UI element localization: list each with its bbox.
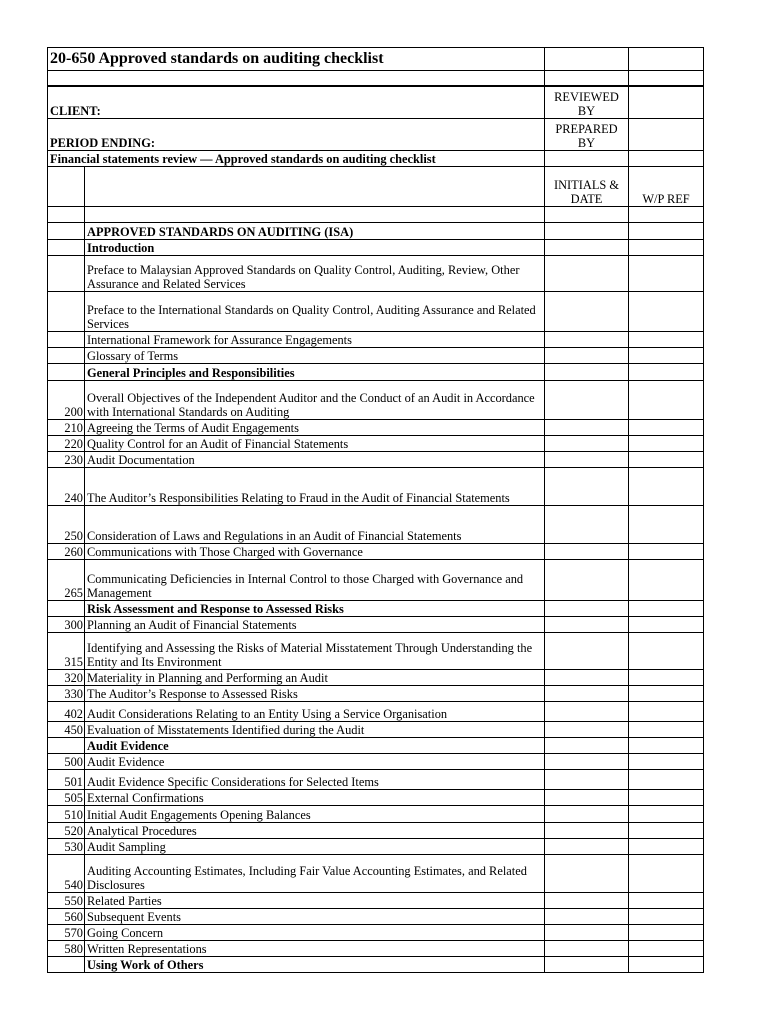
standard-number: 240 bbox=[48, 468, 85, 506]
standard-number: 260 bbox=[48, 544, 85, 560]
checklist-row bbox=[48, 332, 704, 348]
wp-ref-field[interactable] bbox=[629, 544, 704, 560]
wp-ref-field[interactable] bbox=[629, 823, 704, 839]
standard-title: Overall Objectives of the Independent Auditor and the Conduct of an Audit in Accordance with International Standards on Auditing bbox=[85, 381, 545, 420]
checklist-row bbox=[48, 420, 704, 436]
checklist-row bbox=[48, 381, 704, 420]
wp-ref-field[interactable] bbox=[629, 855, 704, 893]
checklist-row bbox=[48, 893, 704, 909]
standard-number bbox=[48, 348, 85, 364]
cell-blank bbox=[545, 207, 629, 223]
standard-number: 265 bbox=[48, 560, 85, 601]
standard-title: External Confirmations bbox=[85, 790, 545, 806]
wp-ref-field[interactable] bbox=[629, 738, 704, 754]
standard-title: Audit Evidence Specific Considerations for Selected Items bbox=[85, 770, 545, 790]
standard-number: 500 bbox=[48, 754, 85, 770]
wp-ref-field[interactable] bbox=[629, 468, 704, 506]
wp-ref-field[interactable] bbox=[629, 364, 704, 381]
checklist-sheet bbox=[47, 47, 703, 973]
subtitle-row bbox=[48, 151, 704, 167]
period-row bbox=[48, 119, 704, 151]
period-ending-label: PERIOD ENDING: bbox=[48, 119, 545, 151]
standard-number: 520 bbox=[48, 823, 85, 839]
wp-ref-field[interactable] bbox=[629, 722, 704, 738]
initials-date-field[interactable] bbox=[545, 601, 629, 617]
checklist-row bbox=[48, 702, 704, 722]
checklist-row bbox=[48, 806, 704, 823]
initials-date-field[interactable] bbox=[545, 823, 629, 839]
checklist-row bbox=[48, 223, 704, 240]
standard-number: 501 bbox=[48, 770, 85, 790]
standard-number bbox=[48, 240, 85, 256]
reviewed-by-field[interactable] bbox=[629, 86, 704, 119]
initials-date-field[interactable] bbox=[545, 468, 629, 506]
initials-date-field[interactable] bbox=[545, 240, 629, 256]
checklist-row bbox=[48, 364, 704, 381]
wp-ref-field[interactable] bbox=[629, 790, 704, 806]
initials-date-field[interactable] bbox=[545, 855, 629, 893]
wp-ref-field[interactable] bbox=[629, 348, 704, 364]
section-heading: Audit Evidence bbox=[85, 738, 545, 754]
wp-ref-field[interactable] bbox=[629, 770, 704, 790]
initials-date-field[interactable] bbox=[545, 790, 629, 806]
checklist-row bbox=[48, 560, 704, 601]
wp-ref-field[interactable] bbox=[629, 754, 704, 770]
cell-blank bbox=[629, 71, 704, 86]
checklist-row bbox=[48, 544, 704, 560]
standard-title: Audit Documentation bbox=[85, 452, 545, 468]
standard-number: 320 bbox=[48, 670, 85, 686]
checklist-row bbox=[48, 348, 704, 364]
initials-date-field[interactable] bbox=[545, 560, 629, 601]
checklist-row bbox=[48, 722, 704, 738]
wp-ref-header: W/P REF bbox=[629, 167, 704, 207]
wp-ref-field[interactable] bbox=[629, 420, 704, 436]
initials-date-field[interactable] bbox=[545, 292, 629, 332]
checklist-row bbox=[48, 823, 704, 839]
standard-number: 200 bbox=[48, 381, 85, 420]
checklist-row bbox=[48, 670, 704, 686]
title-row bbox=[48, 48, 704, 71]
wp-ref-field[interactable] bbox=[629, 452, 704, 468]
standard-number: 230 bbox=[48, 452, 85, 468]
wp-ref-field[interactable] bbox=[629, 925, 704, 941]
standard-number: 315 bbox=[48, 633, 85, 670]
wp-ref-field[interactable] bbox=[629, 240, 704, 256]
checklist-row bbox=[48, 925, 704, 941]
initials-date-field[interactable] bbox=[545, 909, 629, 925]
initials-date-field[interactable] bbox=[545, 544, 629, 560]
standard-title: Audit Evidence bbox=[85, 754, 545, 770]
section-heading: APPROVED STANDARDS ON AUDITING (ISA) bbox=[85, 223, 545, 240]
standard-number bbox=[48, 256, 85, 292]
standard-number bbox=[48, 332, 85, 348]
checklist-row bbox=[48, 468, 704, 506]
initials-date-field[interactable] bbox=[545, 806, 629, 823]
standard-number: 510 bbox=[48, 806, 85, 823]
initials-date-field[interactable] bbox=[545, 941, 629, 957]
checklist-row bbox=[48, 292, 704, 332]
checklist-table bbox=[47, 47, 704, 973]
wp-ref-field[interactable] bbox=[629, 702, 704, 722]
standard-title: Agreeing the Terms of Audit Engagements bbox=[85, 420, 545, 436]
standard-number bbox=[48, 223, 85, 240]
checklist-row bbox=[48, 633, 704, 670]
initials-date-field[interactable] bbox=[545, 436, 629, 452]
initials-date-field[interactable] bbox=[545, 617, 629, 633]
spacer-row bbox=[48, 207, 704, 223]
standard-title: Materiality in Planning and Performing an Audit bbox=[85, 670, 545, 686]
page-title: 20-650 Approved standards on auditing checklist bbox=[48, 48, 545, 71]
wp-ref-field[interactable] bbox=[629, 893, 704, 909]
wp-ref-field[interactable] bbox=[629, 332, 704, 348]
checklist-row bbox=[48, 790, 704, 806]
checklist-row bbox=[48, 452, 704, 468]
standard-number: 300 bbox=[48, 617, 85, 633]
standard-number: 540 bbox=[48, 855, 85, 893]
standard-title: Subsequent Events bbox=[85, 909, 545, 925]
standard-title: Communications with Those Charged with Governance bbox=[85, 544, 545, 560]
standard-title: Identifying and Assessing the Risks of Material Misstatement Through Understanding the Entity and Its Environment bbox=[85, 633, 545, 670]
initials-date-field[interactable] bbox=[545, 670, 629, 686]
initials-date-field[interactable] bbox=[545, 348, 629, 364]
initials-date-field[interactable] bbox=[545, 957, 629, 973]
wp-ref-field[interactable] bbox=[629, 617, 704, 633]
wp-ref-field[interactable] bbox=[629, 560, 704, 601]
standard-number: 560 bbox=[48, 909, 85, 925]
standard-title: Preface to Malaysian Approved Standards on Quality Control, Auditing, Review, Other Assurance and Related Services bbox=[85, 256, 545, 292]
initials-date-field[interactable] bbox=[545, 770, 629, 790]
checklist-row bbox=[48, 617, 704, 633]
standard-number: 505 bbox=[48, 790, 85, 806]
cell-blank bbox=[48, 71, 545, 86]
client-label: CLIENT: bbox=[48, 86, 545, 119]
checklist-row bbox=[48, 839, 704, 855]
initials-date-field[interactable] bbox=[545, 364, 629, 381]
prepared-by-label: PREPARED BY bbox=[545, 119, 629, 151]
column-header-row bbox=[48, 167, 704, 207]
cell-blank bbox=[85, 207, 545, 223]
section-subtitle: Financial statements review — Approved standards on auditing checklist bbox=[48, 151, 545, 167]
checklist-row bbox=[48, 686, 704, 702]
initials-date-field[interactable] bbox=[545, 420, 629, 436]
standard-title: Glossary of Terms bbox=[85, 348, 545, 364]
standard-number: 250 bbox=[48, 506, 85, 544]
standard-title: Planning an Audit of Financial Statements bbox=[85, 617, 545, 633]
standard-title: Related Parties bbox=[85, 893, 545, 909]
standard-number: 210 bbox=[48, 420, 85, 436]
wp-ref-field[interactable] bbox=[629, 506, 704, 544]
wp-ref-field[interactable] bbox=[629, 941, 704, 957]
standard-title: Audit Sampling bbox=[85, 839, 545, 855]
wp-ref-field[interactable] bbox=[629, 292, 704, 332]
checklist-row bbox=[48, 957, 704, 973]
section-heading: Introduction bbox=[85, 240, 545, 256]
standard-number bbox=[48, 957, 85, 973]
standard-title: Written Representations bbox=[85, 941, 545, 957]
wp-ref-field[interactable] bbox=[629, 436, 704, 452]
section-heading: General Principles and Responsibilities bbox=[85, 364, 545, 381]
standard-number: 330 bbox=[48, 686, 85, 702]
initials-date-field[interactable] bbox=[545, 839, 629, 855]
standard-title: Going Concern bbox=[85, 925, 545, 941]
checklist-row bbox=[48, 855, 704, 893]
initials-date-header: INITIALS & DATE bbox=[545, 167, 629, 207]
standard-title: The Auditor’s Response to Assessed Risks bbox=[85, 686, 545, 702]
initials-date-field[interactable] bbox=[545, 223, 629, 240]
cell-blank bbox=[85, 167, 545, 207]
checklist-row bbox=[48, 436, 704, 452]
standard-title: Initial Audit Engagements Opening Balances bbox=[85, 806, 545, 823]
initials-date-field[interactable] bbox=[545, 893, 629, 909]
standard-title: The Auditor’s Responsibilities Relating to Fraud in the Audit of Financial Statements bbox=[85, 468, 545, 506]
standard-title: Quality Control for an Audit of Financial Statements bbox=[85, 436, 545, 452]
checklist-row bbox=[48, 770, 704, 790]
spacer-row bbox=[48, 71, 704, 86]
standard-number: 450 bbox=[48, 722, 85, 738]
checklist-row bbox=[48, 909, 704, 925]
wp-ref-field[interactable] bbox=[629, 686, 704, 702]
initials-date-field[interactable] bbox=[545, 686, 629, 702]
initials-date-field[interactable] bbox=[545, 452, 629, 468]
cell-blank bbox=[629, 48, 704, 71]
checklist-row bbox=[48, 941, 704, 957]
cell-blank bbox=[48, 207, 85, 223]
reviewed-by-label: REVIEWED BY bbox=[545, 86, 629, 119]
standard-title: Evaluation of Misstatements Identified during the Audit bbox=[85, 722, 545, 738]
checklist-row bbox=[48, 738, 704, 754]
cell-blank bbox=[545, 151, 629, 167]
wp-ref-field[interactable] bbox=[629, 806, 704, 823]
cell-blank bbox=[629, 207, 704, 223]
initials-date-field[interactable] bbox=[545, 738, 629, 754]
standard-number bbox=[48, 364, 85, 381]
initials-date-field[interactable] bbox=[545, 702, 629, 722]
standard-title: Audit Considerations Relating to an Entity Using a Service Organisation bbox=[85, 702, 545, 722]
wp-ref-field[interactable] bbox=[629, 601, 704, 617]
cell-blank bbox=[545, 71, 629, 86]
prepared-by-field[interactable] bbox=[629, 119, 704, 151]
standard-number: 220 bbox=[48, 436, 85, 452]
section-heading: Risk Assessment and Response to Assessed Risks bbox=[85, 601, 545, 617]
wp-ref-field[interactable] bbox=[629, 670, 704, 686]
initials-date-field[interactable] bbox=[545, 381, 629, 420]
initials-date-field[interactable] bbox=[545, 506, 629, 544]
initials-date-field[interactable] bbox=[545, 722, 629, 738]
cell-blank bbox=[48, 167, 85, 207]
standard-number: 530 bbox=[48, 839, 85, 855]
initials-date-field[interactable] bbox=[545, 256, 629, 292]
section-heading: Using Work of Others bbox=[85, 957, 545, 973]
standard-number bbox=[48, 601, 85, 617]
wp-ref-field[interactable] bbox=[629, 381, 704, 420]
initials-date-field[interactable] bbox=[545, 925, 629, 941]
standard-number bbox=[48, 292, 85, 332]
standard-number: 580 bbox=[48, 941, 85, 957]
initials-date-field[interactable] bbox=[545, 332, 629, 348]
wp-ref-field[interactable] bbox=[629, 633, 704, 670]
standard-number bbox=[48, 738, 85, 754]
standard-title: Preface to the International Standards on Quality Control, Auditing Assurance and Related Services bbox=[85, 292, 545, 332]
standard-number: 550 bbox=[48, 893, 85, 909]
wp-ref-field[interactable] bbox=[629, 909, 704, 925]
wp-ref-field[interactable] bbox=[629, 957, 704, 973]
standard-number: 570 bbox=[48, 925, 85, 941]
standard-title: Analytical Procedures bbox=[85, 823, 545, 839]
checklist-row bbox=[48, 754, 704, 770]
wp-ref-field[interactable] bbox=[629, 839, 704, 855]
checklist-row bbox=[48, 256, 704, 292]
standard-title: Communicating Deficiencies in Internal Control to those Charged with Governance and Management bbox=[85, 560, 545, 601]
initials-date-field[interactable] bbox=[545, 633, 629, 670]
client-row bbox=[48, 86, 704, 119]
standard-number: 402 bbox=[48, 702, 85, 722]
standard-title: Auditing Accounting Estimates, Including Fair Value Accounting Estimates, and Related Disclosures bbox=[85, 855, 545, 893]
checklist-row bbox=[48, 506, 704, 544]
cell-blank bbox=[545, 48, 629, 71]
cell-blank bbox=[629, 151, 704, 167]
checklist-row bbox=[48, 601, 704, 617]
wp-ref-field[interactable] bbox=[629, 223, 704, 240]
initials-date-field[interactable] bbox=[545, 754, 629, 770]
standard-title: International Framework for Assurance Engagements bbox=[85, 332, 545, 348]
wp-ref-field[interactable] bbox=[629, 256, 704, 292]
checklist-row bbox=[48, 240, 704, 256]
standard-title: Consideration of Laws and Regulations in an Audit of Financial Statements bbox=[85, 506, 545, 544]
